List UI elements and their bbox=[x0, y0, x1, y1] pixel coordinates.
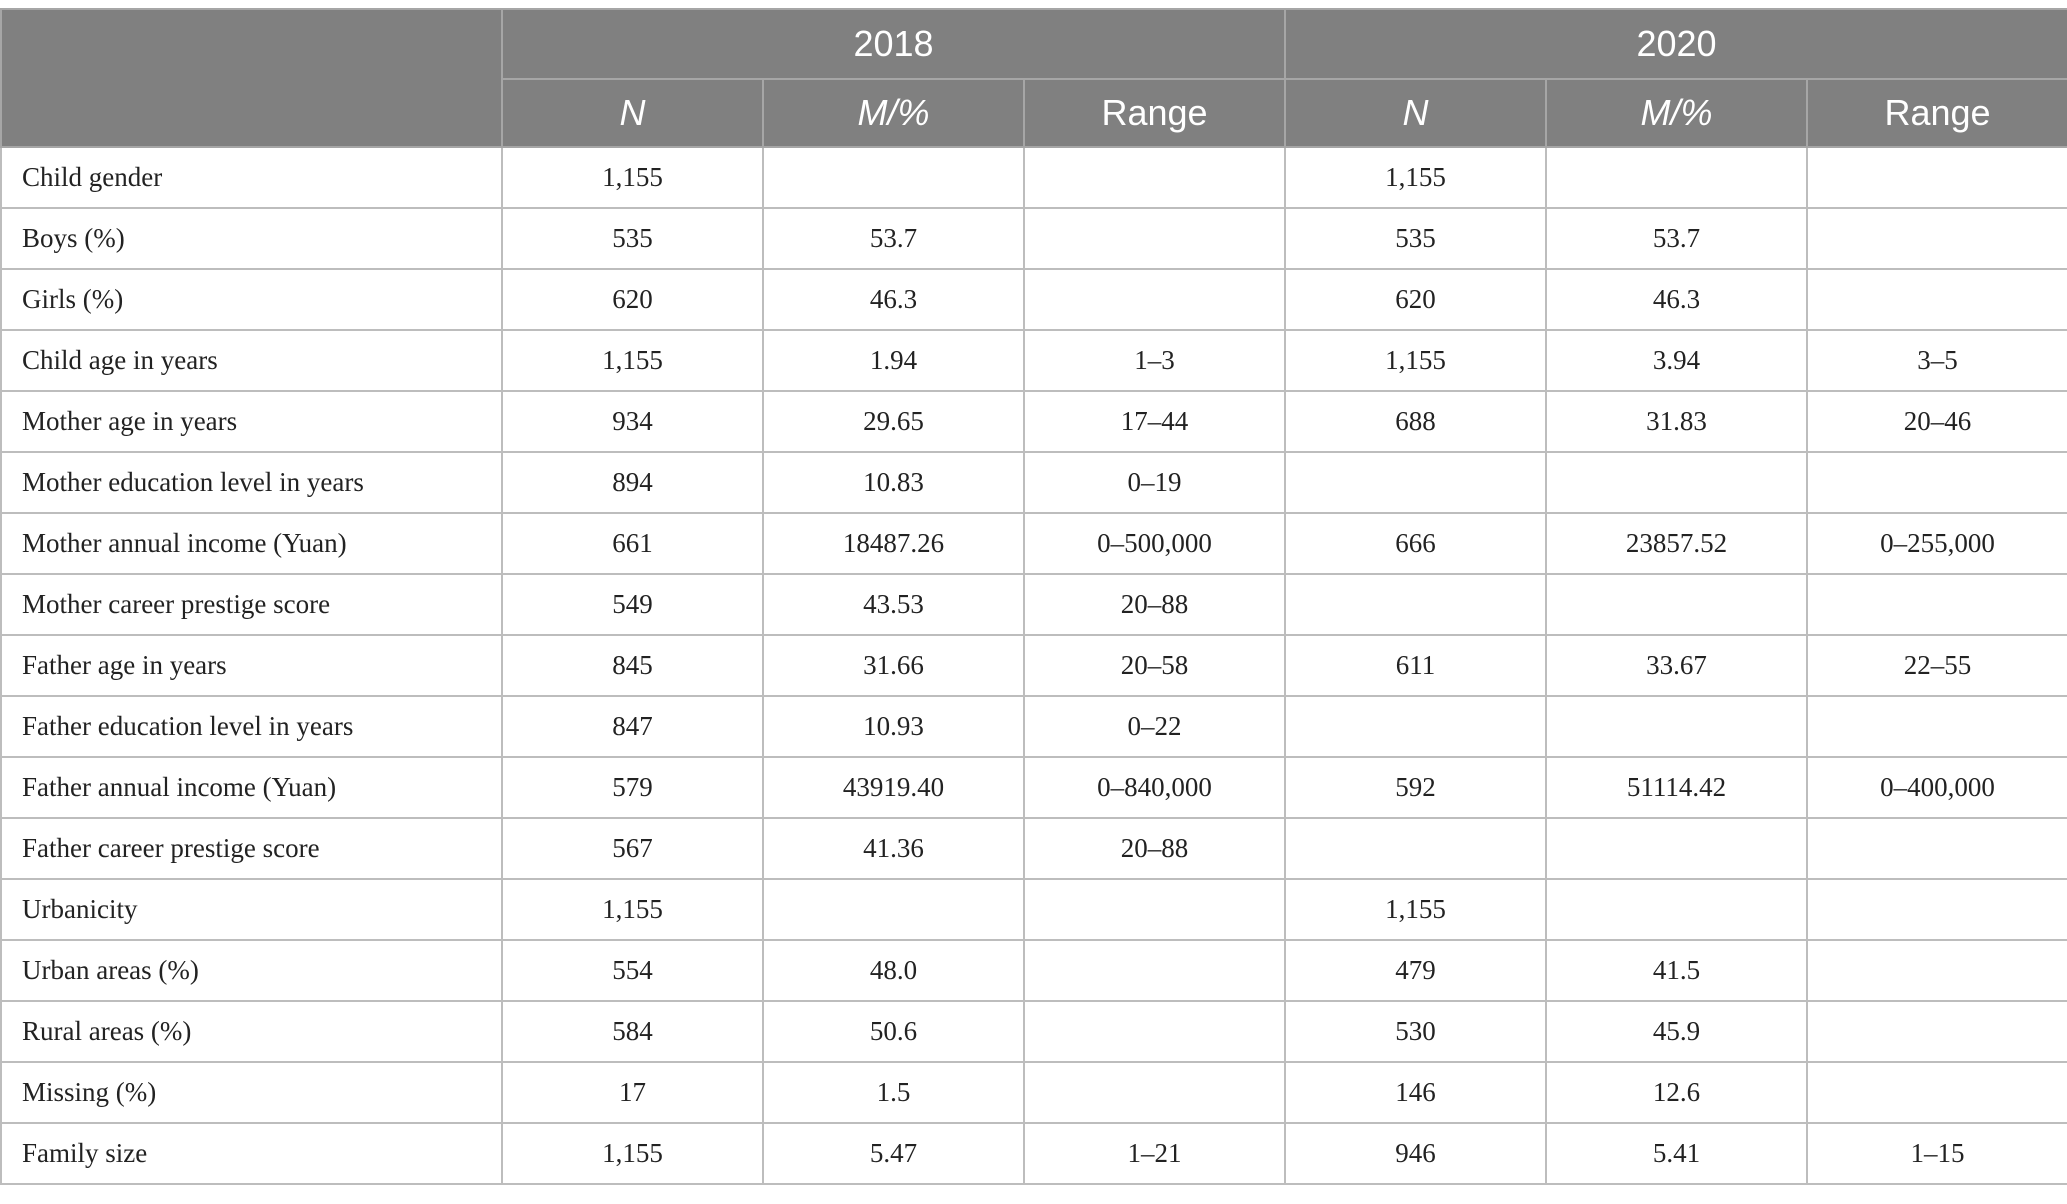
cell-n-2018: 620 bbox=[502, 269, 763, 330]
table-row bbox=[1, 269, 2067, 330]
cell-mean-percent-2020: 41.5 bbox=[1546, 940, 1807, 1001]
cell-mean-percent-2020 bbox=[1546, 696, 1807, 757]
cell-n-2020: 146 bbox=[1285, 1062, 1546, 1123]
cell-n-2020: 1,155 bbox=[1285, 147, 1546, 208]
row-label: Father career prestige score bbox=[1, 818, 502, 879]
column-header-mean-percent: M/% bbox=[1546, 79, 1807, 147]
cell-mean-percent-2018: 46.3 bbox=[763, 269, 1024, 330]
cell-range-2020 bbox=[1807, 1001, 2067, 1062]
cell-range-2018: 0–840,000 bbox=[1024, 757, 1285, 818]
cell-mean-percent-2018 bbox=[763, 879, 1024, 940]
cell-mean-percent-2018: 41.36 bbox=[763, 818, 1024, 879]
cell-range-2018: 20–58 bbox=[1024, 635, 1285, 696]
cell-n-2018: 1,155 bbox=[502, 330, 763, 391]
table-row bbox=[1, 452, 2067, 513]
cell-range-2020: 22–55 bbox=[1807, 635, 2067, 696]
cell-range-2018 bbox=[1024, 879, 1285, 940]
cell-mean-percent-2020 bbox=[1546, 818, 1807, 879]
cell-range-2020 bbox=[1807, 1062, 2067, 1123]
cell-mean-percent-2020 bbox=[1546, 147, 1807, 208]
table-header bbox=[1, 9, 2067, 147]
cell-n-2018: 17 bbox=[502, 1062, 763, 1123]
cell-mean-percent-2018: 43.53 bbox=[763, 574, 1024, 635]
cell-range-2020 bbox=[1807, 208, 2067, 269]
cell-mean-percent-2018: 10.83 bbox=[763, 452, 1024, 513]
cell-range-2020 bbox=[1807, 269, 2067, 330]
cell-mean-percent-2018: 18487.26 bbox=[763, 513, 1024, 574]
cell-range-2018: 0–22 bbox=[1024, 696, 1285, 757]
column-header-mean-percent: M/% bbox=[763, 79, 1024, 147]
table-row bbox=[1, 574, 2067, 635]
table-row bbox=[1, 1001, 2067, 1062]
row-label: Girls (%) bbox=[1, 269, 502, 330]
cell-n-2018: 934 bbox=[502, 391, 763, 452]
descriptive-statistics-table bbox=[0, 8, 2067, 1185]
cell-mean-percent-2018: 50.6 bbox=[763, 1001, 1024, 1062]
cell-n-2020: 479 bbox=[1285, 940, 1546, 1001]
cell-n-2020: 530 bbox=[1285, 1001, 1546, 1062]
table-row bbox=[1, 696, 2067, 757]
cell-mean-percent-2020 bbox=[1546, 574, 1807, 635]
cell-mean-percent-2020: 3.94 bbox=[1546, 330, 1807, 391]
cell-n-2018: 1,155 bbox=[502, 879, 763, 940]
cell-mean-percent-2018: 43919.40 bbox=[763, 757, 1024, 818]
cell-range-2018: 20–88 bbox=[1024, 574, 1285, 635]
cell-range-2020: 0–255,000 bbox=[1807, 513, 2067, 574]
cell-mean-percent-2020: 45.9 bbox=[1546, 1001, 1807, 1062]
cell-n-2018: 579 bbox=[502, 757, 763, 818]
column-header-n: N bbox=[1285, 79, 1546, 147]
table-body bbox=[1, 147, 2067, 1184]
row-label: Urban areas (%) bbox=[1, 940, 502, 1001]
cell-mean-percent-2018: 10.93 bbox=[763, 696, 1024, 757]
cell-mean-percent-2018 bbox=[763, 147, 1024, 208]
cell-range-2020: 3–5 bbox=[1807, 330, 2067, 391]
cell-mean-percent-2020: 53.7 bbox=[1546, 208, 1807, 269]
cell-n-2020: 1,155 bbox=[1285, 330, 1546, 391]
cell-n-2020 bbox=[1285, 696, 1546, 757]
year-header-row bbox=[1, 9, 2067, 79]
row-label: Boys (%) bbox=[1, 208, 502, 269]
row-label: Rural areas (%) bbox=[1, 1001, 502, 1062]
cell-range-2018: 17–44 bbox=[1024, 391, 1285, 452]
cell-mean-percent-2018: 1.5 bbox=[763, 1062, 1024, 1123]
corner-header-cell bbox=[1, 9, 502, 147]
cell-range-2020: 0–400,000 bbox=[1807, 757, 2067, 818]
row-label: Mother career prestige score bbox=[1, 574, 502, 635]
table-row bbox=[1, 208, 2067, 269]
table-row bbox=[1, 940, 2067, 1001]
cell-range-2018: 20–88 bbox=[1024, 818, 1285, 879]
cell-n-2020: 620 bbox=[1285, 269, 1546, 330]
table-row bbox=[1, 879, 2067, 940]
cell-n-2018: 549 bbox=[502, 574, 763, 635]
cell-mean-percent-2020: 23857.52 bbox=[1546, 513, 1807, 574]
cell-range-2020 bbox=[1807, 696, 2067, 757]
cell-mean-percent-2018: 1.94 bbox=[763, 330, 1024, 391]
cell-n-2020: 688 bbox=[1285, 391, 1546, 452]
cell-mean-percent-2020: 46.3 bbox=[1546, 269, 1807, 330]
cell-range-2020 bbox=[1807, 147, 2067, 208]
cell-n-2020 bbox=[1285, 574, 1546, 635]
cell-range-2018 bbox=[1024, 208, 1285, 269]
cell-mean-percent-2018: 53.7 bbox=[763, 208, 1024, 269]
cell-n-2018: 847 bbox=[502, 696, 763, 757]
row-label: Father annual income (Yuan) bbox=[1, 757, 502, 818]
table-row bbox=[1, 147, 2067, 208]
cell-range-2020 bbox=[1807, 452, 2067, 513]
cell-mean-percent-2020: 12.6 bbox=[1546, 1062, 1807, 1123]
cell-n-2020: 535 bbox=[1285, 208, 1546, 269]
cell-range-2018 bbox=[1024, 147, 1285, 208]
cell-n-2020: 946 bbox=[1285, 1123, 1546, 1184]
row-label: Family size bbox=[1, 1123, 502, 1184]
column-header-n: N bbox=[502, 79, 763, 147]
cell-range-2020: 20–46 bbox=[1807, 391, 2067, 452]
row-label: Mother education level in years bbox=[1, 452, 502, 513]
table-row bbox=[1, 513, 2067, 574]
row-label: Child gender bbox=[1, 147, 502, 208]
table-row bbox=[1, 757, 2067, 818]
row-label: Mother age in years bbox=[1, 391, 502, 452]
cell-range-2020 bbox=[1807, 940, 2067, 1001]
cell-n-2020: 666 bbox=[1285, 513, 1546, 574]
column-header-range: Range bbox=[1024, 79, 1285, 147]
cell-mean-percent-2018: 48.0 bbox=[763, 940, 1024, 1001]
row-label: Father education level in years bbox=[1, 696, 502, 757]
table-row bbox=[1, 818, 2067, 879]
table-row bbox=[1, 330, 2067, 391]
cell-mean-percent-2018: 31.66 bbox=[763, 635, 1024, 696]
cell-mean-percent-2020: 51114.42 bbox=[1546, 757, 1807, 818]
cell-mean-percent-2020 bbox=[1546, 879, 1807, 940]
cell-n-2018: 535 bbox=[502, 208, 763, 269]
cell-n-2018: 661 bbox=[502, 513, 763, 574]
row-label: Missing (%) bbox=[1, 1062, 502, 1123]
cell-range-2020 bbox=[1807, 879, 2067, 940]
table-row bbox=[1, 391, 2067, 452]
cell-n-2020 bbox=[1285, 452, 1546, 513]
cell-mean-percent-2018: 29.65 bbox=[763, 391, 1024, 452]
cell-mean-percent-2020: 5.41 bbox=[1546, 1123, 1807, 1184]
cell-range-2018: 0–500,000 bbox=[1024, 513, 1285, 574]
cell-n-2018: 894 bbox=[502, 452, 763, 513]
year-header-2020: 2020 bbox=[1285, 9, 2067, 79]
column-header-range: Range bbox=[1807, 79, 2067, 147]
table-row bbox=[1, 1123, 2067, 1184]
cell-range-2018 bbox=[1024, 269, 1285, 330]
row-label: Child age in years bbox=[1, 330, 502, 391]
cell-mean-percent-2018: 5.47 bbox=[763, 1123, 1024, 1184]
year-header-2018: 2018 bbox=[502, 9, 1285, 79]
cell-n-2020 bbox=[1285, 818, 1546, 879]
row-label: Father age in years bbox=[1, 635, 502, 696]
cell-range-2020: 1–15 bbox=[1807, 1123, 2067, 1184]
cell-n-2020: 1,155 bbox=[1285, 879, 1546, 940]
cell-mean-percent-2020 bbox=[1546, 452, 1807, 513]
cell-range-2018: 0–19 bbox=[1024, 452, 1285, 513]
cell-n-2018: 1,155 bbox=[502, 147, 763, 208]
cell-range-2018 bbox=[1024, 940, 1285, 1001]
row-label: Urbanicity bbox=[1, 879, 502, 940]
cell-range-2020 bbox=[1807, 818, 2067, 879]
cell-range-2018: 1–21 bbox=[1024, 1123, 1285, 1184]
cell-range-2018 bbox=[1024, 1001, 1285, 1062]
table-row bbox=[1, 1062, 2067, 1123]
cell-n-2018: 567 bbox=[502, 818, 763, 879]
cell-range-2020 bbox=[1807, 574, 2067, 635]
cell-n-2018: 584 bbox=[502, 1001, 763, 1062]
cell-mean-percent-2020: 31.83 bbox=[1546, 391, 1807, 452]
cell-range-2018: 1–3 bbox=[1024, 330, 1285, 391]
cell-n-2018: 1,155 bbox=[502, 1123, 763, 1184]
cell-n-2018: 554 bbox=[502, 940, 763, 1001]
cell-range-2018 bbox=[1024, 1062, 1285, 1123]
cell-n-2020: 592 bbox=[1285, 757, 1546, 818]
row-label: Mother annual income (Yuan) bbox=[1, 513, 502, 574]
cell-n-2018: 845 bbox=[502, 635, 763, 696]
table-row bbox=[1, 635, 2067, 696]
cell-n-2020: 611 bbox=[1285, 635, 1546, 696]
cell-mean-percent-2020: 33.67 bbox=[1546, 635, 1807, 696]
